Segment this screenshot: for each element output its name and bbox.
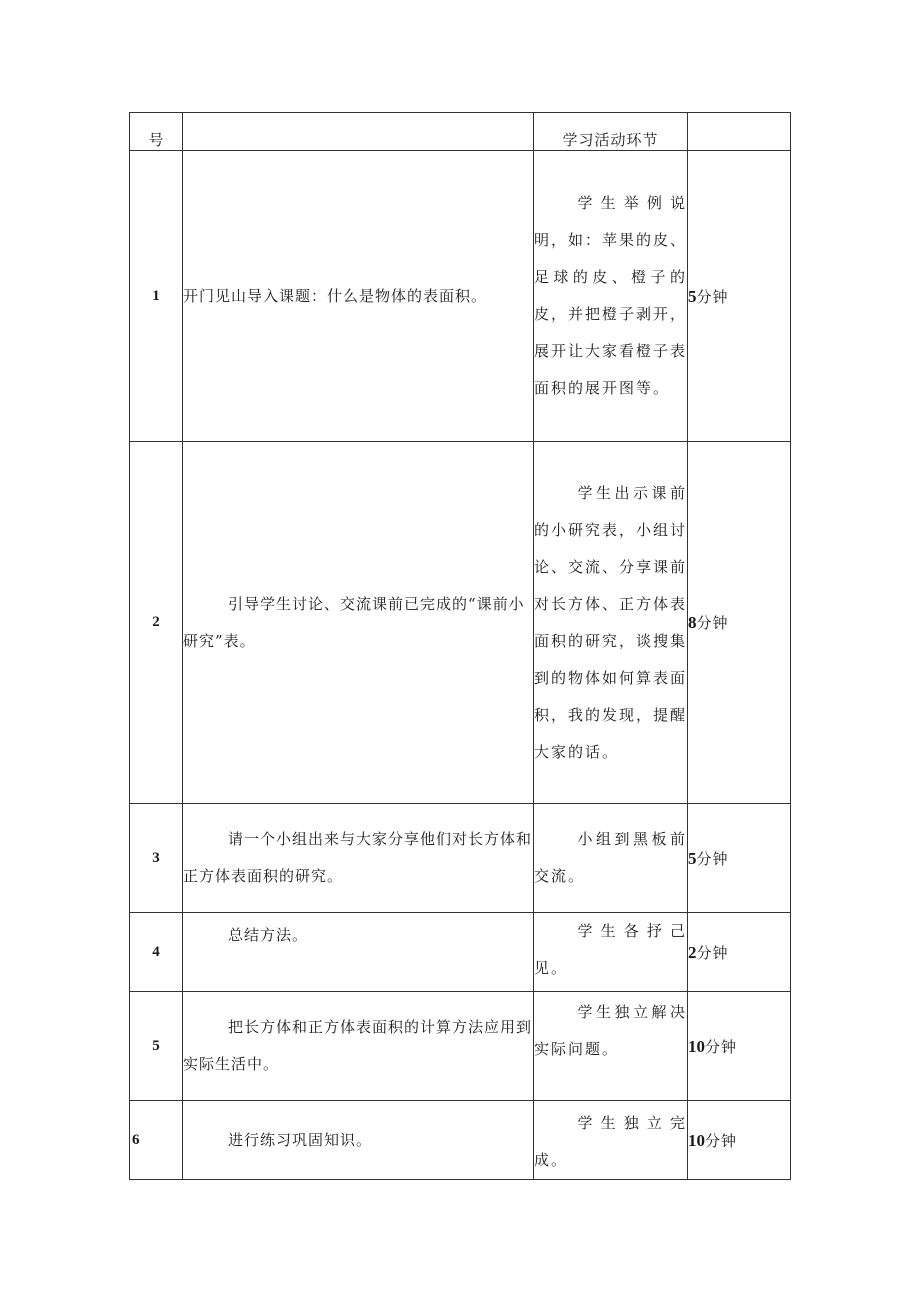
time-unit: 分钟 — [696, 849, 729, 868]
time-value: 10 — [688, 1130, 705, 1150]
row-activity: 学生各抒己见。 — [534, 913, 688, 992]
table-row — [130, 992, 791, 1101]
row-time — [688, 1101, 791, 1180]
row-content: 总结方法。 — [183, 913, 534, 992]
row-activity: 学生出示课前的小研究表，小组讨论、交流、分享课前对长方体、正方体表面积的研究，谈搜集到的物体如何算表面积，我的发现，提醒大家的话。 — [534, 442, 688, 804]
header-content — [183, 113, 534, 151]
time-value: 8 — [688, 613, 697, 632]
row-activity: 学生独立完成。 — [534, 1101, 688, 1180]
time-value: 10 — [688, 1036, 705, 1056]
lesson-plan-table — [129, 112, 791, 1180]
table-header-row — [130, 113, 791, 151]
row-content: 进行练习巩固知识。 — [183, 1101, 534, 1180]
time-value: 5 — [688, 848, 697, 868]
row-activity: 小组到黑板前交流。 — [534, 804, 688, 913]
table-row — [130, 442, 791, 804]
time-unit: 分钟 — [696, 614, 729, 632]
row-number: 3 — [130, 804, 183, 913]
header-time — [688, 113, 791, 151]
row-time — [688, 992, 791, 1101]
time-value: 5 — [688, 286, 697, 306]
time-value: 2 — [688, 942, 697, 962]
row-time — [688, 442, 791, 804]
table-row — [130, 804, 791, 913]
row-content: 请一个小组出来与大家分享他们对长方体和正方体表面积的研究。 — [183, 804, 534, 913]
row-content: 把长方体和正方体表面积的计算方法应用到实际生活中。 — [183, 992, 534, 1101]
time-unit: 分钟 — [696, 943, 729, 962]
row-time — [688, 151, 791, 442]
table-row — [130, 1101, 791, 1180]
row-time — [688, 913, 791, 992]
row-content: 引导学生讨论、交流课前已完成的“课前小研究”表。 — [183, 442, 534, 804]
header-activity: 学习活动环节 — [534, 113, 688, 151]
row-time — [688, 804, 791, 913]
row-activity: 学生举例说明，如：苹果的皮、足球的皮、橙子的皮，并把橙子剥开，展开让大家看橙子表面积的展开图等。 — [534, 151, 688, 442]
row-number: 4 — [130, 913, 183, 992]
header-number: 号 — [130, 113, 183, 151]
row-number: 1 — [130, 151, 183, 442]
time-unit: 分钟 — [705, 1131, 738, 1150]
row-content: 开门见山导入课题：什么是物体的表面积。 — [183, 151, 534, 442]
table-row — [130, 913, 791, 992]
time-unit: 分钟 — [705, 1037, 738, 1056]
row-activity: 学生独立解决实际问题。 — [534, 992, 688, 1101]
table-row — [130, 151, 791, 442]
row-number: 2 — [130, 442, 183, 804]
time-unit: 分钟 — [696, 287, 729, 306]
row-number: 5 — [130, 992, 183, 1101]
row-number: 6 — [130, 1101, 183, 1180]
